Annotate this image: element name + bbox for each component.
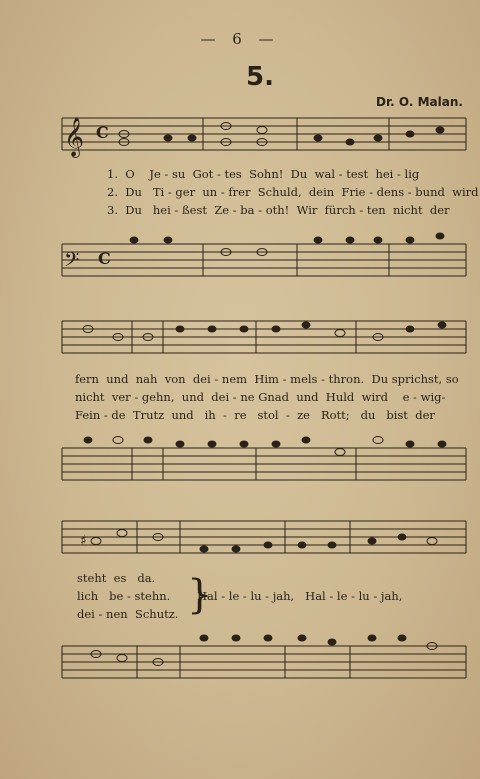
system-2-verse-2: nicht ver - gehn, und dei - ne Gnad und Huld wird e - wig-	[75, 390, 446, 404]
system-2-bass-staff	[0, 430, 480, 490]
system-3-verse-2: lich be - stehn.	[77, 589, 171, 603]
svg-text:C: C	[96, 123, 109, 142]
system-1-verse-3: 3. Du hei - ßest Ze - ba - oth! Wir fürch - ten nicht der	[107, 203, 450, 217]
page-number: — 6 —	[200, 30, 280, 48]
composer-credit: Dr. O. Malan.	[376, 95, 463, 109]
system-1-treble-staff	[0, 112, 480, 162]
system-1-verse-2: 2. Du Ti - ger un - frer Schuld, dein Frie - dens - bund wird	[107, 185, 479, 199]
svg-text:♯: ♯	[80, 533, 87, 549]
system-2-treble-staff	[0, 315, 480, 365]
system-3-verse-3: dei - nen Schutz.	[77, 607, 179, 621]
refrain-line: Hal - le - lu - jah, Hal - le - lu - jah,	[197, 589, 403, 603]
system-3-verse-1: steht es da.	[77, 571, 156, 585]
svg-text:C: C	[98, 249, 111, 268]
hymn-number: 5.	[246, 62, 274, 92]
system-2-verse-3: Fein - de Trutz und ih - re stol - ze Rott; du bist der	[75, 408, 435, 422]
svg-text:𝄢: 𝄢	[64, 248, 80, 276]
system-1-verse-1: 1. O Je - su Got - tes Sohn! Du wal - test hei - lig	[107, 167, 420, 181]
system-2-verse-1: fern und nah von dei - nem Him - mels - thron. Du sprichst, so	[75, 372, 459, 386]
svg-text:𝄞: 𝄞	[64, 117, 85, 157]
system-3-treble-staff	[0, 515, 480, 565]
verse-brace: }	[187, 572, 213, 618]
system-1-bass-staff	[0, 230, 480, 280]
system-3-bass-staff	[0, 632, 480, 692]
